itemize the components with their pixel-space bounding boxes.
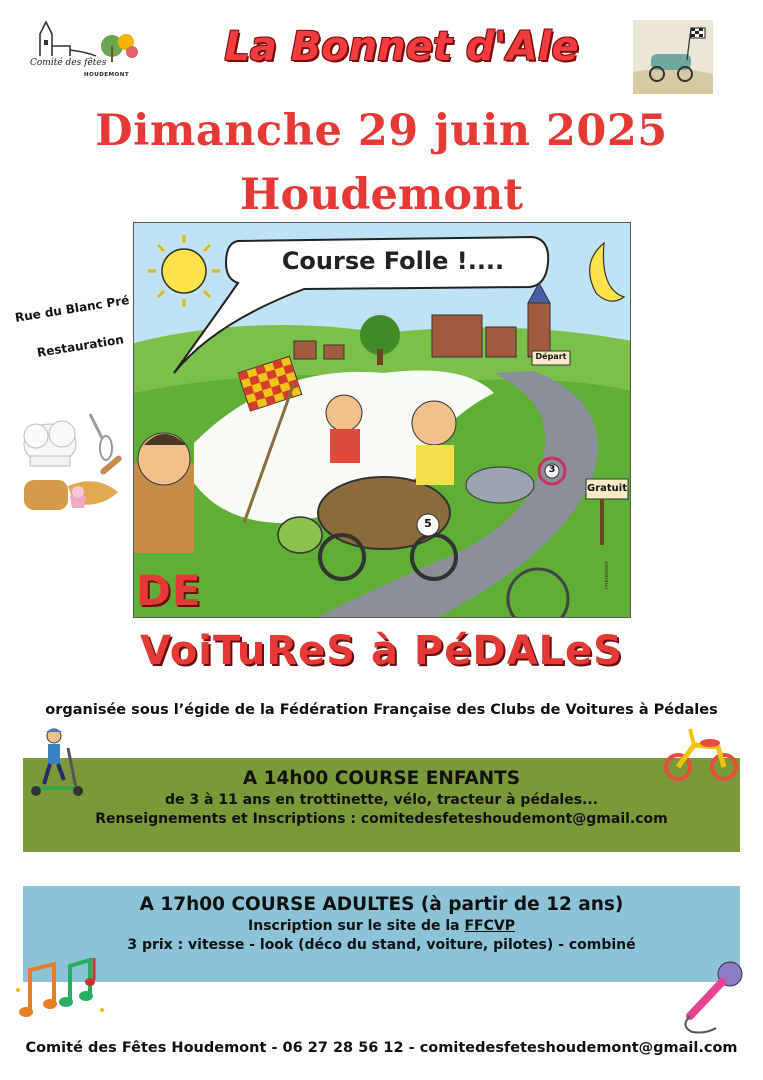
adults-race-title: A 17h00 COURSE ADULTES (à partir de 12 ans) [139, 894, 624, 915]
street-label: Rue du Blanc Pré [14, 292, 131, 325]
adults-race-band [23, 886, 740, 982]
ffcvp-link[interactable]: FFCVP [464, 918, 515, 934]
scooter-kid-icon [20, 728, 94, 798]
music-notes-icon [10, 950, 110, 1032]
kids-race-ages: de 3 à 11 ans en trottinette, vélo, tracteur à pédales... [165, 792, 598, 808]
headline-voitures: VoiTuReS à PéDALeS [140, 628, 623, 674]
kids-race-band [23, 758, 740, 852]
footer-contact: Comité des Fêtes Houdemont - 06 27 28 56 12 - comitedesfeteshoudemont@gmail.com [25, 1040, 738, 1056]
logo-subcaption: HOUDEMONT [84, 72, 130, 78]
inscription-text: Inscription sur le site de la [248, 918, 465, 934]
race-cartoon [133, 222, 631, 618]
kids-race-title: A 14h00 COURSE ENFANTS [242, 768, 521, 789]
event-title: La Bonnet d'Ale [224, 24, 579, 70]
car-number-5: 5 [424, 517, 432, 530]
event-date: Dimanche 29 juin 2025 [95, 106, 668, 156]
egide-text: organisée sous l’égide de la Fédération Française des Clubs de Voitures à Pédales [45, 702, 718, 718]
adults-race-inscription [23, 918, 740, 934]
impression-mark: Impression [604, 561, 610, 589]
kids-race-contact: Renseignements et Inscriptions : comitedesfeteshoudemont@gmail.com [95, 811, 668, 827]
headline-de: DE [136, 566, 202, 615]
car-number-3: 3 [548, 464, 556, 475]
event-place: Houdemont [239, 170, 524, 220]
adults-race-prizes: 3 prix : vitesse - look (déco du stand, voiture, pilotes) - combiné [127, 937, 636, 953]
gratuit-sign: Gratuit [587, 483, 627, 494]
logo-caption: Comité des fêtes [30, 58, 107, 68]
balance-bike-icon [664, 725, 738, 783]
microphone-icon [676, 958, 748, 1034]
restauration-label: Restauration [36, 332, 125, 360]
speech-bubble-text: Course Folle !.... [281, 247, 505, 275]
pastry-chef-icon [12, 404, 132, 522]
depart-sign: Départ [535, 352, 567, 361]
